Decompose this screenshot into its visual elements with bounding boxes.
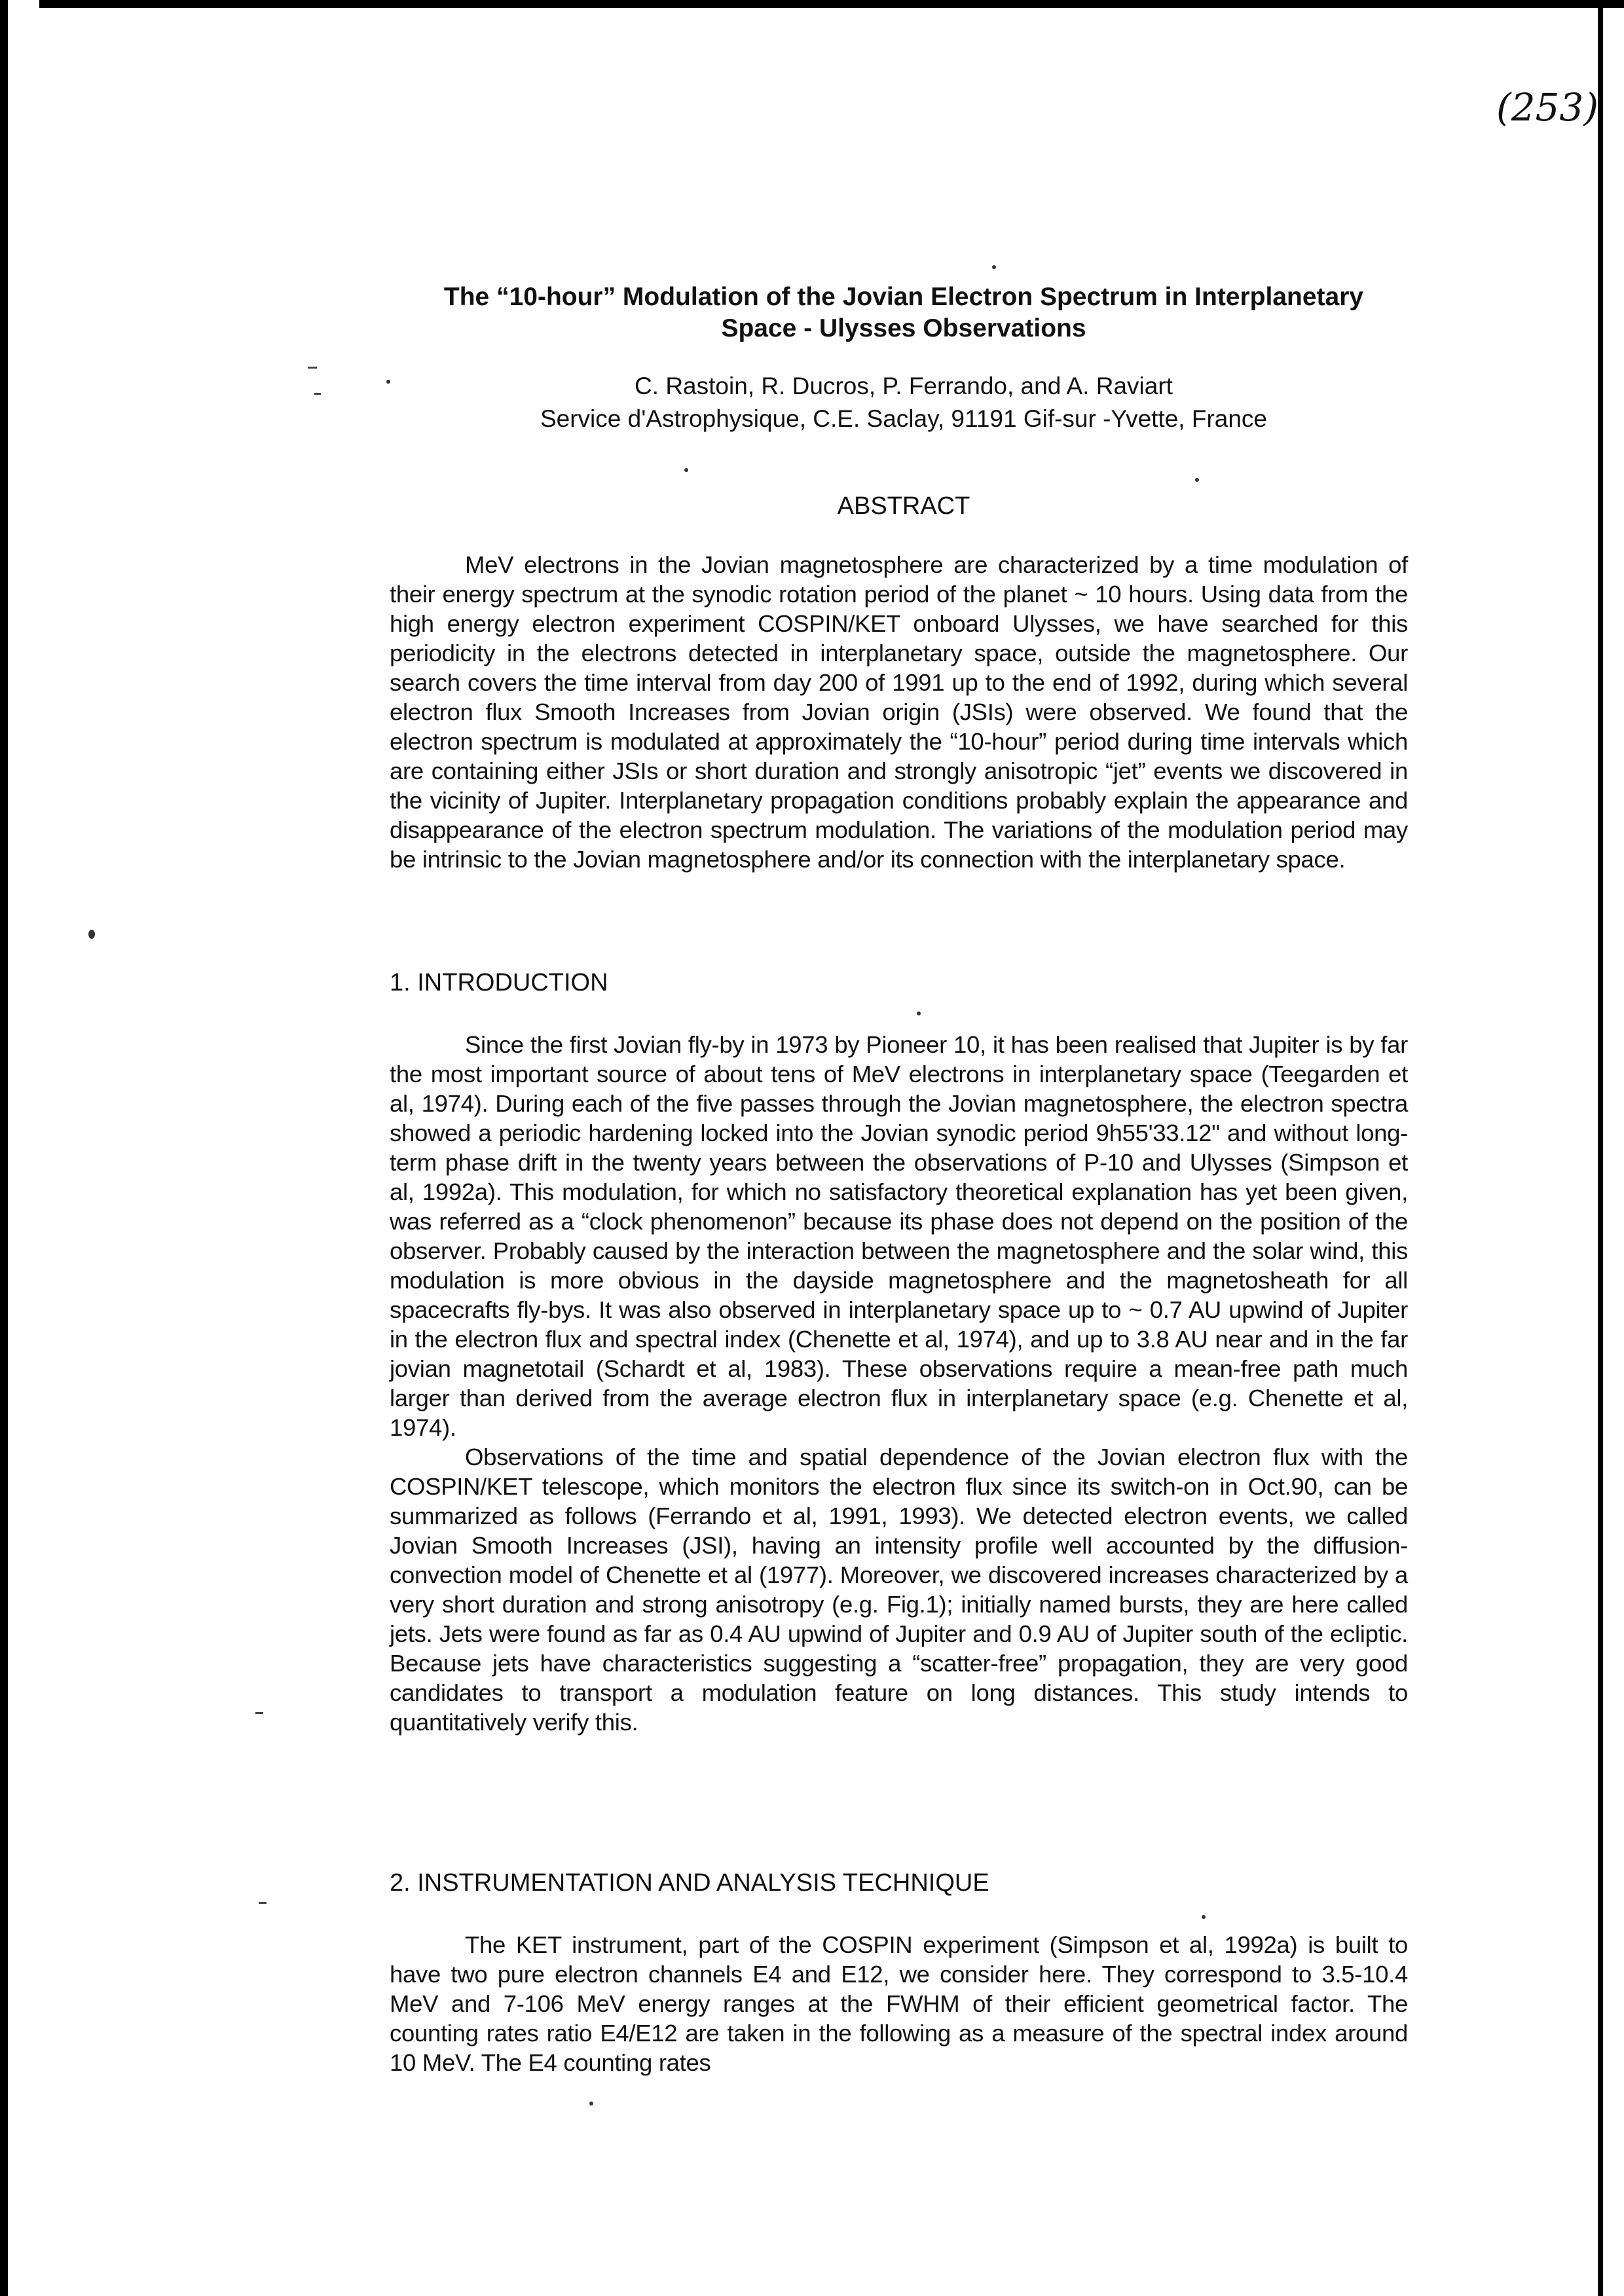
section-heading-introduction: 1. INTRODUCTION <box>390 969 608 996</box>
instrumentation-paragraph-1: The KET instrument, part of the COSPIN experiment (Simpson et al, 1992a) is built to have two pure electron channels E4 and E12, we consider here. They correspond to 3.5-10.4 MeV and 7-106 MeV energy ranges at the FWHM of their efficient geometrical factor. The counting rates ratio E4/E12 are taken in the following as a measure of the spectral index around 10 MeV. The E4 counting rates <box>390 1931 1408 2076</box>
abstract-paragraph: MeV electrons in the Jovian magnetosphere are characterized by a time modulation of their energy spectrum at the synodic rotation period of the planet ~ 10 hours. Using data from the high energy electron experiment COSPIN/KET onboard Ulysses, we have searched for this periodicity in the electrons detected in interplanetary space, outside the magnetosphere. Our search covers the time interval from day 200 of 1991 up to the end of 1992, during which several electron flux Smooth Increases from Jovian origin (JSIs) were observed. We found that the electron spectrum is modulated at approximately the “10-hour” period during time intervals which are containing either JSIs or short duration and strongly anisotropic “jet” events we discovered in the vicinity of Jupiter. Interplanetary propagation conditions probably explain the appearance and disappearance of the electron spectrum modulation. The variations of the modulation period may be intrinsic to the Jovian magnetosphere and/or its connection with the interplanetary space. <box>390 551 1408 873</box>
scan-speck <box>684 468 688 472</box>
author-affiliation: Service d'Astrophysique, C.E. Saclay, 91191 Gif-sur -Yvette, France <box>540 405 1268 432</box>
instrumentation-body <box>390 1930 1408 2077</box>
title-line-1: The “10-hour” Modulation of the Jovian Electron Spectrum in Interplanetary <box>443 283 1364 311</box>
scan-speck <box>386 380 390 384</box>
scan-border-top <box>39 0 1624 8</box>
section-heading-instrumentation: 2. INSTRUMENTATION AND ANALYSIS TECHNIQUE <box>390 1869 989 1897</box>
title-line-2: Space - Ulysses Observations <box>721 314 1086 342</box>
scan-border-right <box>1598 0 1603 2296</box>
scan-mark <box>308 367 317 369</box>
scan-speck <box>1202 1915 1206 1919</box>
scan-mark <box>259 1902 267 1904</box>
abstract-body <box>390 550 1408 874</box>
author-names: C. Rastoin, R. Ducros, P. Ferrando, and A. Raviart <box>635 373 1173 399</box>
author-block <box>367 370 1441 435</box>
scan-mark <box>314 393 321 395</box>
introduction-paragraph-1: Since the first Jovian fly-by in 1973 by Pioneer 10, it has been realised that Jupiter is by far the most important source of about tens of MeV electrons in interplanetary space (Teegarden et al, 1974). During each of the five passes through the Jovian magnetosphere, the electron spectra showed a periodic hardening locked into the Jovian synodic period 9h55'33.12" and without long-term phase drift in the twenty years between the observations of P-10 and Ulysses (Simpson et al, 1992a). This modulation, for which no satisfactory theoretical explanation has yet been given, was referred as a “clock phenomenon” because its phase does not depend on the position of the observer. Probably caused by the interaction between the magnetosphere and the solar wind, this modulation is more obvious in the dayside magnetosphere and the magnetosheath for all spacecrafts fly-bys. It was also observed in interplanetary space up to ~ 0.7 AU upwind of Jupiter in the electron flux and spectral index (Chenette et al, 1974), and up to 3.8 AU near and in the far jovian magnetotail (Schardt et al, 1983). These observations require a mean-free path much larger than derived from the average electron flux in interplanetary space (e.g. Chenette et al, 1974). <box>390 1031 1408 1441</box>
introduction-paragraph-2: Observations of the time and spatial dependence of the Jovian electron flux with the COSPIN/KET telescope, which monitors the electron flux since its switch-on in Oct.90, can be summarized as follows (Ferrando et al, 1991, 1993). We detected electron events, we called Jovian Smooth Increases (JSI), having an intensity profile well accounted by the diffusion-convection model of Chenette et al (1977). Moreover, we discovered increases characterized by a very short duration and strong anisotropy (e.g. Fig.1); initially named bursts, they are here called jets. Jets were found as far as 0.4 AU upwind of Jupiter and 0.9 AU of Jupiter south of the ecliptic. Because jets have characteristics suggesting a “scatter-free” propagation, they are very good candidates to transport a modulation feature on long distances. This study intends to quantitatively verify this. <box>390 1444 1408 1736</box>
scan-speck <box>1195 478 1199 482</box>
scan-speck <box>88 930 95 939</box>
scan-speck <box>992 265 996 269</box>
scan-mark <box>255 1712 263 1714</box>
paper-title <box>367 282 1441 344</box>
page-number: (253) <box>1496 85 1598 130</box>
introduction-body <box>390 1030 1408 1737</box>
abstract-heading: ABSTRACT <box>837 492 970 520</box>
scan-border-left <box>0 0 8 2296</box>
scan-speck <box>589 2102 593 2105</box>
scan-speck <box>917 1011 921 1015</box>
